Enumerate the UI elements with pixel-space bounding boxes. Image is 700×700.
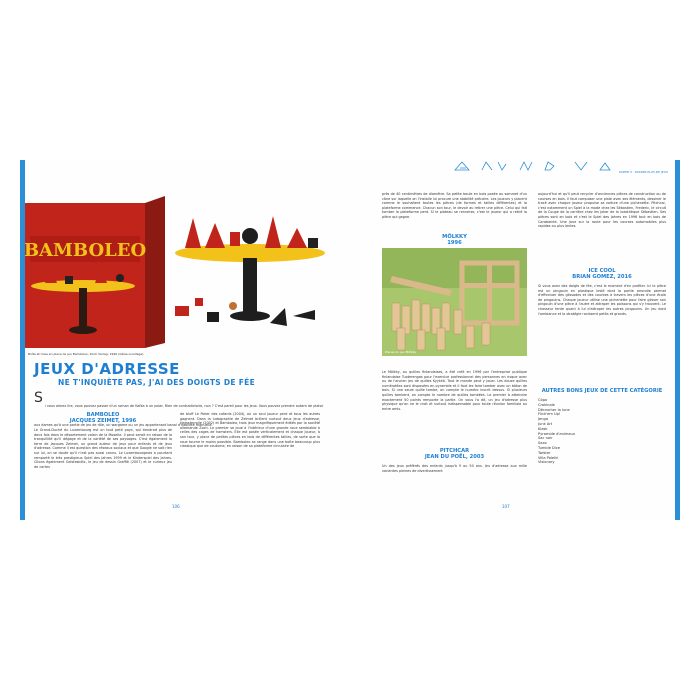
right-col1-top-text: près de 40 centimètres de diamètre. Sa petite boule en bois posée au sommet d'un cône sur laquelle on l'installe lui procure une stabilité précaire. Les joueurs y placent comme le souhaitent toutes les pièces (de formes et tailles différentes) et la plateforme commence. Chacun son tour, le devoir au retirer une pièce. Celui qui fait tomber la plateforme perd. Si le plateau se renverse, c'est le joueur qui a retiré la pièce qui gagne.: [382, 192, 527, 219]
game-author-bamboleo: JACQUES ZEIMET, 1996: [69, 418, 137, 424]
molkky-illustration: [382, 248, 527, 356]
other-games-list: [538, 398, 666, 465]
list-item: Cópo: [538, 398, 548, 402]
list-item: Saxo: [538, 441, 547, 446]
page-edge-right: [675, 160, 680, 520]
list-item: Décrocher la lune: [538, 407, 570, 412]
icecool-heading-block: [538, 268, 666, 280]
list-item: Villa Paletti: [538, 455, 558, 460]
column-right: [180, 412, 320, 449]
column-left: [34, 412, 172, 469]
bamboleo-illustration: [25, 188, 330, 348]
other-games-heading: AUTRES BONS JEUX DE CETTE CATÉGORIE: [541, 388, 663, 394]
game-author-icecool: BRIAN GOMEZ, 2016: [572, 274, 632, 280]
box-logo: BAMBOLEO: [25, 240, 147, 261]
right-col2-top-text: aujourd'hui et qu'il peut recycler d'anciennes pièces de construction ou de courses en bois. Il faut composer une piste avec ses éléments, dessiner le tracé avec chaque joueur propulse sa voiture d'une pichenette. Pitchcar, c'est notamment un Spiel à la mode chez les Sébastien, Frederic, le circuit de la Coupe de la carrière chez les Joker de la ludothèque Sébastien. Ses pièces sont en bois et c'est le Spiel des Jahres en 1996 tout en bois de Carabande. Une joue sur la route pour les courses automobiles plus rapides ou plus lentes.: [538, 192, 666, 229]
list-item: Crokinole: [538, 402, 555, 407]
column-left-text: Le Grand-Duché du Luxembourg est un tout petit pays, qui tiendrait plus de deux fois dans le département voisin de la Moselle. Il peut serait en raison de la tranquillité qu'il dégage et de la variété de ses paysages. C'est également la terre de Jacques Zeimet, un grand auteur de jeux pour enfants et de jeux d'adresse. Comme il est question des réseaux sociaux et que Google ne sait rien sur lui, on se doute qu'il n'est pas aussi connu. Le Luxembourgeois a pourtant remporté le très prestigieux Spiel des Jahres 1999 et le Kinderspiel des Jahres. Citons également Geistesblitz, le jeu de dessin Graffiti (2007) et le curieux jeu de cartes: [34, 428, 172, 469]
left-page: [20, 160, 351, 520]
list-item: Sac noir: [538, 436, 553, 441]
page-number-left: 106: [172, 504, 180, 509]
section-subtitle: NE T'INQUIÈTE PAS, J'AI DES DOIGTS DE FÉE: [58, 378, 256, 387]
right-col1-bottom-text: Un des jeux préférés des enfants jusqu'à 9 ou 50 ans. Jeu d'adresse aux mille variantes pleines de divertissement: [382, 464, 527, 473]
pitchcar-heading-block: [382, 448, 527, 460]
game-heading-pitchcar: PITCHCAR: [439, 448, 470, 454]
list-item: Tumble Dice: [538, 445, 561, 450]
game-year-molkky: 1996: [447, 240, 462, 246]
game-heading-icecool: ICE COOL: [588, 268, 616, 274]
molkky-caption: Pièces du jeu Mölkky: [385, 350, 417, 354]
list-item: Flick'em Up!: [538, 412, 561, 417]
intro-text: i vous aimez lire, vous pouvez passer d'un roman de Kafka à un polar. Rien de contradictoire, non ? C'est pareil pour les jeux. Vous pouvez prendre autant de plaisir aux dames qu'à une partie de jeu de rôle, un wargame ou un jeu appartenant banal d'habileté manuelle.: [34, 404, 324, 427]
right-col1-mid-text: Le Mölkky, ou quilles finlandaises, a été créé en 1996 par l'entreprise publique finlandaise Tuoterengas pour l'exercice professionnel des personnes en risque avec ou de l'ancien jeu de quilles Kyykkä. Tout le monde peut y jouer. Les douze quilles numérotées sont disposées en pyramide et il faut les faire tomber avec un bâton de bois. Si une seule quille tombe, on compte le numéro inscrit dessus. Si plusieurs quilles tombent, on compte le nombre de quilles tombées. Le premier à atteindre exactement 50 points remporte la partie. On vous l'a dit, un jeu d'adresse plus physique qu'on ne le croit et surtout indispensable pour toute réunion familiale ou entre amis.: [382, 370, 527, 411]
list-item: Klask: [538, 426, 548, 431]
section-title: JEUX D'ADRESSE: [34, 360, 180, 378]
game-heading-molkky: MÖLKKY: [442, 234, 467, 240]
other-games-block: [538, 388, 666, 465]
game-heading-bamboleo: BAMBOLEO: [86, 412, 120, 418]
page-number-right: 107: [502, 504, 510, 509]
list-item: Junk Art: [538, 421, 553, 426]
molkky-heading-block: [382, 234, 527, 246]
right-page: [350, 160, 680, 520]
list-item: Twister: [538, 450, 551, 455]
molkky-photo: [382, 248, 527, 356]
book-spread: [20, 160, 680, 520]
column-right-text: de bluff Le Poker des cafards (2004), où un seul joueur perd et tous les autres gagnent. Dans la ludographie de Zeimet brillent surtout deux jeux d'adresse, Hamsterrolle (2002) et Bamboleo, trois jeux magnifiquement édités par la société allemande Zoch. Le premier se joue à l'intérieur d'une grande roue semblable à celles des cages de hamsters. Elle est posée verticalement et chaque joueur, à son tour, y place de petites pièces en bois de différentes tailles, de sorte que la roue tourne le moins possible. Bamboleo se range dans une boîte beaucoup plus classique que de coutume, en raison de sa plateforme circulaire de: [180, 412, 320, 449]
bamboleo-photo: [25, 188, 330, 348]
right-col2-mid-text: Si vous avez des doigts de fée, c'est le moment d'en profiter. Ici la pièce est un pingouin en plastique lesté dont la partie arrondie permet d'effectuer des glissades et des courbes à travers les pièces d'une école de pingouins. Chaque joueur utilise une pichenette pour faire glisser son pingouin d'une pièce à l'autre et attraper les poissons qui s'y trouvent. Le chasseur tente quant à lui d'attraper les autres pingouins. Un jeu dont l'ambiance et la stratégie ravissent petits et grands.: [538, 284, 666, 316]
photo-caption: Boîte et mise en place de jeu Bamboleo, Zoch Verlag, 1996 (Gilles-ouvillage): [28, 352, 144, 356]
running-head: PARTIE 2 : PASSER PLUS DE JEUX: [619, 170, 668, 174]
list-item: Jenga: [538, 417, 549, 422]
list-item: Pyramide d'animaux: [538, 431, 575, 436]
list-item: Visionary: [538, 460, 555, 465]
drop-cap: S: [34, 390, 43, 406]
game-author-pitchcar: JEAN DU POËL, 2003: [424, 454, 485, 460]
